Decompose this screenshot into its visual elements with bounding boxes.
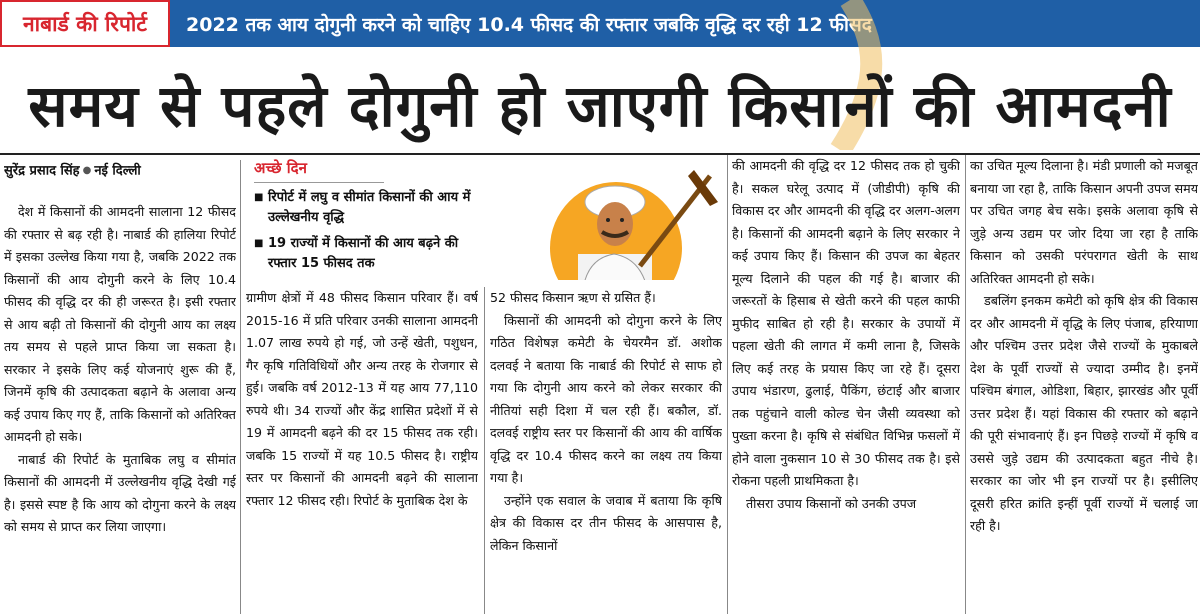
- paragraph: उन्होंने एक सवाल के जवाब में बताया कि कृषि क्षेत्र की विकास दर तीन फीसद के आसपास है, लेकिन किसानों: [490, 492, 722, 553]
- kicker-bar: [0, 0, 1200, 47]
- box-points: [254, 188, 486, 280]
- highlight-box: [246, 158, 724, 280]
- byline-author: सुरेंद्र प्रसाद सिंह: [4, 163, 80, 179]
- paragraph: 52 फीसद किसान ऋण से ग्रसित हैं।: [490, 290, 656, 305]
- box-point: ■ रिपोर्ट में लघु व सीमांत किसानों की आय में उल्लेखनीय वृद्धि: [254, 188, 486, 228]
- paragraph: किसानों की आमदनी को दोगुना करने के लिए गठित विशेषज्ञ कमेटी के चेयरमैन डॉ. अशोक दलवई ने बताया कि नाबार्ड की रिपोर्ट से साफ हो गया कि दोगुनी आय करने को लेकर सरकार की नीतियां सही दिशा में चल रही हैं। बकौल, डॉ. दलवई राष्ट्रीय स्तर पर किसानों की आय की वार्षिक वृद्धि दर 10.4 फीसद करने का लक्ष्य तय किया गया है।: [490, 312, 722, 485]
- paragraph: की आमदनी की वृद्धि दर 12 फीसद तक हो चुकी है। सकल घरेलू उत्पाद में (जीडीपी) कृषि की विकास दर और आमदनी की वृद्धि दर अलग-अलग है। किसानों की आमदनी बढ़ाने के लिए सरकार ने कई उपाय किए हैं। किसान की उपज का बेहतर मूल्य दिलाने की पहल की गई है। बाजार की जरूरतों के हिसाब से खेती करने की पहल काफी मुफीद साबित हो रही है। सरकार के उपायों में पहला खेती की लागत में कमी लाना है, जिसके लिए कई तरह के प्रयास किए जा रहे हैं। दूसरा उपाय भंडारण, ढुलाई, पैकिंग, छंटाई और बाजार तक पहुंचाने वाली कोल्ड चेन जैसी व्यवस्था को पुख्ता करना है। कृषि से संबंधित विभिन्न फसलों में होने वाला नुकसान 10 से 30 फीसद तक है। इसे रोकना पहली प्राथमिकता है।: [732, 158, 960, 488]
- box-title-rule: [254, 182, 384, 183]
- column-divider: [240, 160, 241, 614]
- farmer-illustration: [498, 158, 724, 280]
- kicker-tag: नाबार्ड की रिपोर्ट: [0, 0, 170, 47]
- column-4: [732, 155, 960, 614]
- paragraph: नाबार्ड की रिपोर्ट के मुताबिक लघु व सीमांत किसानों की आमदनी में उल्लेखनीय वृद्धि देखी गई है। इससे स्पष्ट है कि आय को दोगुना करने के लक्ष्य को समय से प्राप्त कर लिया जाएगा।: [4, 451, 236, 534]
- kicker-text: 2022 तक आय दोगुनी करने को चाहिए 10.4 फीसद की रफ्तार जबकि वृद्धि दर रही 12 फीसद: [186, 13, 872, 36]
- paragraph: डबलिंग इनकम कमेटी को कृषि क्षेत्र की विकास दर और आमदनी में वृद्धि के लिए पंजाब, हरियाणा और पश्चिम उत्तर प्रदेश जैसे राज्यों के मुकाबले देश के पूर्वी राज्यों से ज्यादा उम्मीद है। इनमें पश्चिम बंगाल, ओडिशा, बिहार, झारखंड और पूर्वी उत्तर प्रदेश हैं। यहां विकास की रफ्तार को बढ़ाने की पूरी संभावनाएं हैं। इन पिछड़े राज्यों में कृषि व उससे जुड़े उद्यम की उत्पादकता बहुत नीचे है। सरकार का जोर भी इन राज्यों पर है। इसीलिए दूसरी हरित क्रांति इन्हीं पूर्वी राज्यों में चलाई जा रही है।: [970, 293, 1198, 533]
- column-1: [4, 160, 236, 614]
- box-point: ■ 19 राज्यों में किसानों की आय बढ़ने की रफ्तार 15 फीसद तक: [254, 234, 486, 274]
- paragraph: ग्रामीण क्षेत्रों में 48 फीसद किसान परिवार हैं। वर्ष 2015-16 में प्रति परिवार उनकी सालाना आमदनी 1.07 लाख रुपये हो गई, जो उन्हें खेती, पशुधन, गैर कृषि गतिविधियों और अन्य तरह के रोजगार से हुई। जबकि वर्ष 2012-13 में यह आय 77,110 रुपये थी। 34 राज्यों और केंद्र शासित प्रदेशों में से 19 में आमदनी बढ़ने की दर 15 फीसद तक रही। जबकि 15 राज्यों में यह 10.5 फीसद है। राष्ट्रीय स्तर पर किसानों की आमदनी बढ़ने की सालाना रफ्तार 12 फीसद रही। रिपोर्ट के मुताबिक देश के: [246, 290, 478, 508]
- byline: [4, 160, 236, 182]
- column-2: [246, 287, 478, 614]
- paragraph: तीसरा उपाय किसानों को उनकी उपज: [746, 495, 917, 511]
- column-divider: [965, 155, 966, 614]
- headline: समय से पहले दोगुनी हो जाएगी किसानों की आमदनी: [28, 72, 1172, 140]
- byline-dot-icon: ●: [82, 165, 92, 176]
- column-5: [970, 155, 1198, 614]
- column-3: [490, 287, 722, 614]
- paragraph: देश में किसानों की आमदनी सालाना 12 फीसद की रफ्तार से बढ़ रही है। नाबार्ड की हालिया रिपोर्ट में इसका उल्लेख किया गया है, जबकि 2022 तक किसानों की आय दोगुनी करने के लिए 10.4 फीसद की वृद्धि दर की ही जरूरत है। इसी रफ्तार से आय बढ़ी तो किसानों की दोगुनी आय का लक्ष्य तय समय से पहले प्राप्त किया जा सकता है। सरकार ने इसके लिए कई योजनाएं शुरू की हैं, जिनमें कृषि की उत्पादकता बढ़ाने के अलावा अन्य कई उपाय किए गए हैं, ताकि किसानों को अतिरिक्त आमदनी हो सके।: [4, 204, 236, 444]
- byline-place: नई दिल्ली: [94, 163, 141, 179]
- column-divider: [727, 155, 728, 614]
- box-title: अच्छे दिन: [254, 159, 307, 177]
- paragraph: का उचित मूल्य दिलाना है। मंडी प्रणाली को मजबूत बनाया जा रहा है, ताकि किसान अपनी उपज समय पर उचित जगह बेच सके। इसके अलावा कृषि से जुड़े अन्य उद्यम पर जोर दिया जा रहा है ताकि किसान को उसकी परंपरागत खेती के साथ अतिरिक्त आमदनी हो सके।: [970, 158, 1198, 286]
- column-divider: [484, 287, 485, 614]
